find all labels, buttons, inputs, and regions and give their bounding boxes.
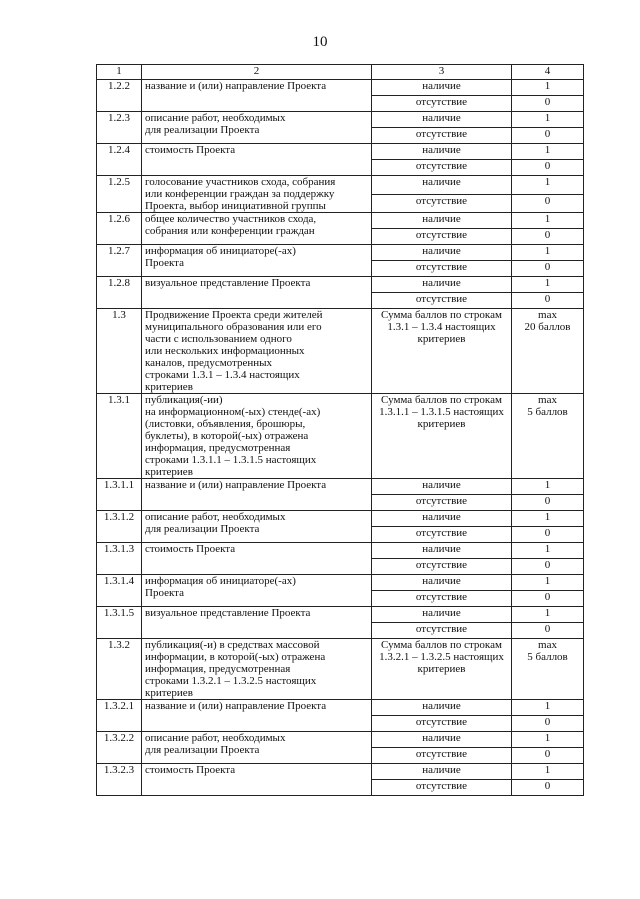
header-cell: 4 <box>512 65 584 80</box>
criterion-number: 1.3.2.1 <box>97 700 142 732</box>
criterion-description: название и (или) направление Проекта <box>142 80 372 112</box>
criterion-number: 1.3.1.2 <box>97 511 142 543</box>
table-body <box>97 80 584 796</box>
criterion-number: 1.3.1.1 <box>97 479 142 511</box>
option-label: отсутствие <box>372 623 512 639</box>
option-label: наличие <box>372 80 512 96</box>
option-score: 1 <box>512 575 584 591</box>
table-row <box>97 80 584 96</box>
option-label: отсутствие <box>372 780 512 796</box>
option-label: наличие <box>372 575 512 591</box>
option-score: 1 <box>512 245 584 261</box>
table-row <box>97 700 584 716</box>
option-label: отсутствие <box>372 591 512 607</box>
option-score: 0 <box>512 527 584 543</box>
option-score: 1 <box>512 607 584 623</box>
option-label: наличие <box>372 176 512 195</box>
criterion-number: 1.3.2.3 <box>97 764 142 796</box>
max-score: max 20 баллов <box>512 309 584 394</box>
option-label: наличие <box>372 607 512 623</box>
criterion-number: 1.3.2.2 <box>97 732 142 764</box>
criterion-number: 1.2.5 <box>97 176 142 213</box>
table-row <box>97 277 584 293</box>
option-score: 1 <box>512 144 584 160</box>
table-header-row <box>97 65 584 80</box>
option-score: 1 <box>512 511 584 527</box>
option-label: отсутствие <box>372 716 512 732</box>
option-label: наличие <box>372 700 512 716</box>
option-score: 0 <box>512 160 584 176</box>
option-label: наличие <box>372 543 512 559</box>
option-label: отсутствие <box>372 229 512 245</box>
option-score: 1 <box>512 213 584 229</box>
header-cell: 1 <box>97 65 142 80</box>
criterion-description: описание работ, необходимых для реализации Проекта <box>142 732 372 764</box>
option-score: 0 <box>512 293 584 309</box>
max-score: max 5 баллов <box>512 639 584 700</box>
option-label: наличие <box>372 479 512 495</box>
table-row <box>97 639 584 700</box>
option-score: 0 <box>512 591 584 607</box>
option-score: 0 <box>512 96 584 112</box>
criterion-number: 1.3 <box>97 309 142 394</box>
option-label: наличие <box>372 144 512 160</box>
table-row <box>97 764 584 780</box>
option-score: 0 <box>512 780 584 796</box>
criterion-number: 1.3.1 <box>97 394 142 479</box>
option-score: 1 <box>512 764 584 780</box>
criterion-description: информация об инициаторе(-ах) Проекта <box>142 575 372 607</box>
option-score: 0 <box>512 716 584 732</box>
option-score: 0 <box>512 623 584 639</box>
criterion-description: Продвижение Проекта среди жителей муниципального образования или его части с использованием одного или нескольких информационных каналов, предусмотренных строками 1.3.1 – 1.3.4 настоящих критериев <box>142 309 372 394</box>
option-score: 0 <box>512 495 584 511</box>
score-sum-rule: Сумма баллов по строкам 1.3.2.1 – 1.3.2.5 настоящих критериев <box>372 639 512 700</box>
option-score: 0 <box>512 559 584 575</box>
criterion-description: стоимость Проекта <box>142 764 372 796</box>
option-label: наличие <box>372 732 512 748</box>
option-label: отсутствие <box>372 527 512 543</box>
option-label: отсутствие <box>372 194 512 213</box>
option-score: 1 <box>512 479 584 495</box>
score-sum-rule: Сумма баллов по строкам 1.3.1.1 – 1.3.1.5 настоящих критериев <box>372 394 512 479</box>
criterion-description: публикация(-ии) на информационном(-ых) стенде(-ах) (листовки, объявления, брошюры, буклеты), в которой(-ых) отражена информация, предусмотренная строками 1.3.1.1 – 1.3.1.5 настоящих критериев <box>142 394 372 479</box>
table-row <box>97 176 584 195</box>
table-row <box>97 309 584 394</box>
option-label: отсутствие <box>372 748 512 764</box>
criterion-description: голосование участников схода, собрания или конференции граждан за поддержку Проекта, выбор инициативной группы <box>142 176 372 213</box>
option-label: отсутствие <box>372 293 512 309</box>
header-cell: 3 <box>372 65 512 80</box>
criteria-table <box>96 64 584 796</box>
page-number: 10 <box>312 34 328 50</box>
option-score: 1 <box>512 80 584 96</box>
criterion-number: 1.3.1.4 <box>97 575 142 607</box>
criterion-number: 1.2.2 <box>97 80 142 112</box>
criterion-description: описание работ, необходимых для реализации Проекта <box>142 112 372 144</box>
criterion-number: 1.2.8 <box>97 277 142 309</box>
score-sum-rule: Сумма баллов по строкам 1.3.1 – 1.3.4 настоящих критериев <box>372 309 512 394</box>
table-row <box>97 213 584 229</box>
header-cell: 2 <box>142 65 372 80</box>
criterion-description: описание работ, необходимых для реализации Проекта <box>142 511 372 543</box>
option-score: 1 <box>512 732 584 748</box>
option-score: 0 <box>512 229 584 245</box>
option-score: 0 <box>512 194 584 213</box>
criterion-number: 1.2.3 <box>97 112 142 144</box>
option-score: 1 <box>512 700 584 716</box>
option-score: 1 <box>512 176 584 195</box>
table-row <box>97 575 584 591</box>
option-score: 0 <box>512 261 584 277</box>
criterion-number: 1.2.7 <box>97 245 142 277</box>
option-label: наличие <box>372 511 512 527</box>
option-label: наличие <box>372 764 512 780</box>
criterion-number: 1.3.2 <box>97 639 142 700</box>
option-label: отсутствие <box>372 96 512 112</box>
option-label: отсутствие <box>372 261 512 277</box>
max-score: max 5 баллов <box>512 394 584 479</box>
table-row <box>97 245 584 261</box>
option-score: 1 <box>512 277 584 293</box>
option-score: 1 <box>512 543 584 559</box>
criterion-description: название и (или) направление Проекта <box>142 479 372 511</box>
criterion-number: 1.3.1.5 <box>97 607 142 639</box>
criterion-description: общее количество участников схода, собрания или конференции граждан <box>142 213 372 245</box>
table-row <box>97 511 584 527</box>
table-row <box>97 479 584 495</box>
table-row <box>97 144 584 160</box>
table-row <box>97 394 584 479</box>
table-row <box>97 607 584 623</box>
criterion-description: название и (или) направление Проекта <box>142 700 372 732</box>
option-label: отсутствие <box>372 128 512 144</box>
criterion-description: информация об инициаторе(-ах) Проекта <box>142 245 372 277</box>
option-score: 1 <box>512 112 584 128</box>
option-label: наличие <box>372 112 512 128</box>
table-row <box>97 543 584 559</box>
criterion-description: визуальное представление Проекта <box>142 607 372 639</box>
option-label: отсутствие <box>372 559 512 575</box>
option-label: наличие <box>372 277 512 293</box>
option-label: наличие <box>372 245 512 261</box>
table-row <box>97 732 584 748</box>
option-score: 0 <box>512 128 584 144</box>
criterion-description: стоимость Проекта <box>142 543 372 575</box>
criterion-number: 1.2.4 <box>97 144 142 176</box>
option-score: 0 <box>512 748 584 764</box>
option-label: отсутствие <box>372 160 512 176</box>
criterion-description: визуальное представление Проекта <box>142 277 372 309</box>
criterion-description: стоимость Проекта <box>142 144 372 176</box>
table-row <box>97 112 584 128</box>
option-label: отсутствие <box>372 495 512 511</box>
criterion-number: 1.3.1.3 <box>97 543 142 575</box>
option-label: наличие <box>372 213 512 229</box>
criterion-number: 1.2.6 <box>97 213 142 245</box>
criterion-description: публикация(-и) в средствах массовой информации, в которой(-ых) отражена информация, предусмотренная строками 1.3.2.1 – 1.3.2.5 настоящих критериев <box>142 639 372 700</box>
